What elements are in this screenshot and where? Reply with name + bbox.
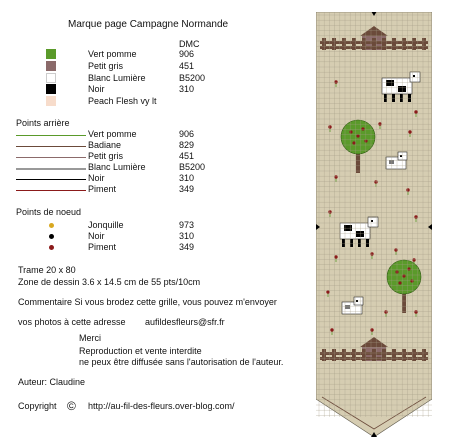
flower-head bbox=[374, 180, 377, 183]
apple bbox=[352, 141, 355, 144]
cow-leg bbox=[342, 239, 345, 247]
flower-head bbox=[334, 80, 337, 83]
knots-heading: Points de noeud bbox=[16, 207, 82, 217]
fence-rail bbox=[320, 357, 428, 360]
backstitch-code: 451 bbox=[179, 151, 195, 161]
swatch-blanc-lumiere bbox=[46, 73, 56, 83]
flower-head bbox=[378, 122, 381, 125]
zone-de-dessin: Zone de dessin 3.6 x 14.5 cm de 55 pts/10cm bbox=[18, 277, 201, 287]
cow-leg bbox=[408, 94, 411, 102]
backstitch-name: Piment bbox=[88, 184, 117, 194]
apple bbox=[349, 130, 352, 133]
swatch-name: Noir bbox=[88, 84, 105, 94]
flower-head bbox=[412, 258, 415, 261]
photos-text: vos photos à cette adresse bbox=[18, 317, 126, 327]
swatch-name: Blanc Lumière bbox=[88, 73, 146, 83]
knot-noir bbox=[49, 234, 54, 239]
flower-head bbox=[370, 328, 373, 331]
backstitch-name: Vert pomme bbox=[88, 129, 137, 139]
fence-rail bbox=[320, 41, 428, 44]
commentaire: Commentaire Si vous brodez cette grille, vous pouvez m'envoyer bbox=[18, 297, 277, 307]
swatch-code: 906 bbox=[179, 49, 195, 59]
line-petit-gris bbox=[16, 157, 86, 158]
apple bbox=[410, 279, 413, 282]
apple bbox=[356, 134, 359, 137]
cat-spot bbox=[345, 305, 350, 309]
copyright-icon: © bbox=[67, 399, 76, 413]
apple bbox=[407, 267, 410, 270]
flower-head bbox=[330, 328, 333, 331]
swatch-code: 451 bbox=[179, 61, 195, 71]
dmc-header: DMC bbox=[179, 39, 200, 49]
swatch-vert-pomme bbox=[46, 49, 56, 59]
swatch-code: B5200 bbox=[179, 73, 206, 83]
backstitch-code: 349 bbox=[179, 184, 195, 194]
cow-leg bbox=[366, 239, 369, 247]
flower-head bbox=[414, 310, 417, 313]
swatch-petit-gris bbox=[46, 61, 56, 71]
flower-head bbox=[328, 125, 331, 128]
flower-head bbox=[334, 255, 337, 258]
line-noir bbox=[16, 179, 86, 180]
flower-head bbox=[334, 175, 337, 178]
blog-url[interactable]: http://au-fil-des-fleurs.over-blog.com/ bbox=[88, 401, 235, 411]
flower-head bbox=[326, 290, 329, 293]
cow-spot bbox=[398, 86, 406, 92]
line-blanc-lumiere bbox=[16, 168, 86, 170]
backstitch-heading: Points arrière bbox=[16, 118, 70, 128]
knot-piment bbox=[49, 245, 54, 250]
flower-head bbox=[408, 130, 411, 133]
knot-name: Jonquille bbox=[88, 220, 124, 230]
knot-name: Piment bbox=[88, 242, 117, 252]
backstitch-name: Petit gris bbox=[88, 151, 124, 161]
flower-head bbox=[370, 252, 373, 255]
line-piment bbox=[16, 190, 86, 191]
flower-head bbox=[328, 210, 331, 213]
fence-rail bbox=[320, 352, 428, 355]
swatch-name: Vert pomme bbox=[88, 49, 137, 59]
apple bbox=[361, 127, 364, 130]
cow-eye bbox=[371, 220, 373, 222]
cross-stitch-chart bbox=[316, 12, 432, 437]
cow-spot bbox=[344, 225, 352, 231]
flower-head bbox=[406, 188, 409, 191]
swatch-name: Petit gris bbox=[88, 61, 124, 71]
knot-code: 310 bbox=[179, 231, 195, 241]
copyright-label: Copyright bbox=[18, 401, 57, 411]
flower-head bbox=[414, 215, 417, 218]
backstitch-name: Noir bbox=[88, 173, 105, 183]
cow-spot bbox=[356, 231, 364, 237]
reproduction-line1: Reproduction et vente interdite bbox=[79, 346, 202, 356]
backstitch-code: 906 bbox=[179, 129, 195, 139]
apple bbox=[398, 281, 401, 284]
flower-head bbox=[384, 310, 387, 313]
email-link[interactable]: aufildesfleurs@sfr.fr bbox=[145, 317, 225, 327]
swatch-code: 310 bbox=[179, 84, 195, 94]
cow-spot bbox=[386, 80, 394, 86]
knot-name: Noir bbox=[88, 231, 105, 241]
backstitch-code: 829 bbox=[179, 140, 195, 150]
backstitch-code: 310 bbox=[179, 173, 195, 183]
backstitch-name: Badiane bbox=[88, 140, 122, 150]
trame: Trame 20 x 80 bbox=[18, 265, 76, 275]
title: Marque page Campagne Normande bbox=[68, 19, 229, 30]
reproduction-line2: ne peux être diffusée sans l'autorisation de l'auteur. bbox=[79, 357, 284, 367]
swatch-peach bbox=[46, 96, 56, 106]
cow-leg bbox=[392, 94, 395, 102]
swatch-name: Peach Flesh vy lt bbox=[88, 96, 157, 106]
line-badiane bbox=[16, 146, 86, 147]
backstitch-name: Blanc Lumière bbox=[88, 162, 146, 172]
knot-code: 973 bbox=[179, 220, 195, 230]
cow-leg bbox=[400, 94, 403, 102]
fence-rail bbox=[320, 46, 428, 49]
merci: Merci bbox=[79, 333, 101, 343]
knot-code: 349 bbox=[179, 242, 195, 252]
auteur: Auteur: Claudine bbox=[18, 377, 86, 387]
cat-head bbox=[398, 152, 407, 160]
line-vert-pomme bbox=[16, 135, 86, 136]
cow-eye bbox=[413, 75, 415, 77]
flower-head bbox=[394, 248, 397, 251]
cow-leg bbox=[350, 239, 353, 247]
knot-jonquille bbox=[49, 223, 54, 228]
flower-head bbox=[414, 110, 417, 113]
backstitch-code: B5200 bbox=[179, 162, 206, 172]
swatch-noir bbox=[46, 84, 56, 94]
